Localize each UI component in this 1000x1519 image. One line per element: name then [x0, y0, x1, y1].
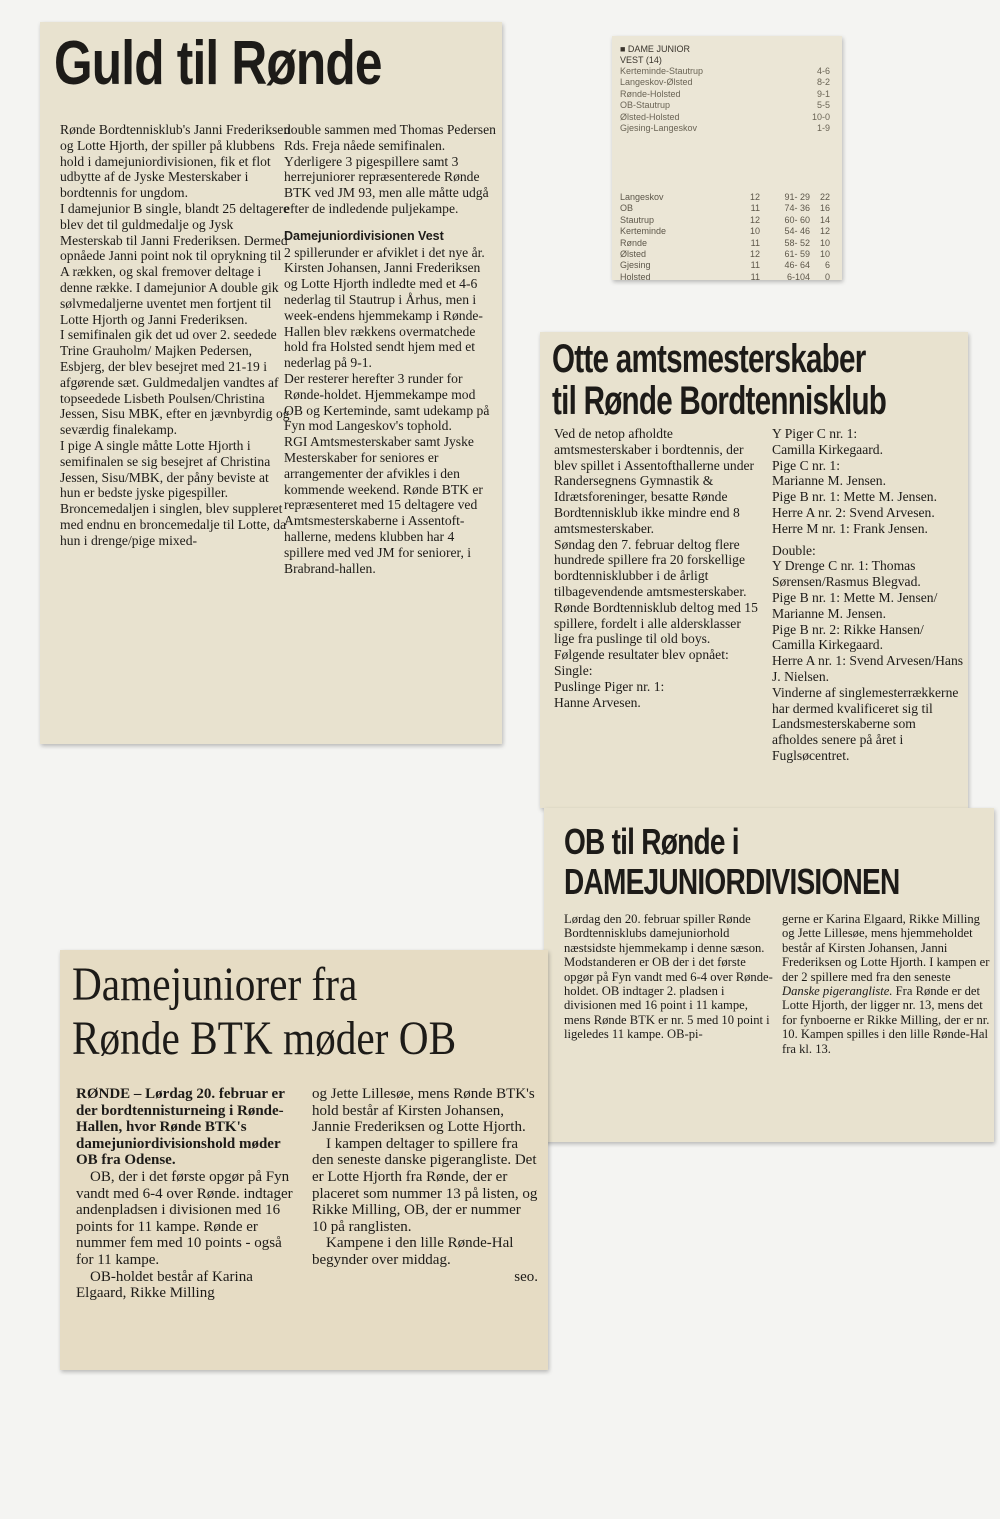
matches-played: 11 [750, 260, 760, 271]
match-teams: OB-Stautrup [620, 100, 671, 111]
paragraph: Følgende resultater blev opnået: [554, 647, 729, 663]
match-score: 9-1 [816, 88, 830, 99]
set-score: 60- 60 [784, 214, 810, 225]
paragraph: Lørdag den 20. februar spiller Rønde Bordtennisklubs damejuniorhold næstsidste hjemmekamp i denne sæson. Modstanderen er OB der i det første opgør på Fyn vandt med 6-4 over Rønde-holdet. OB indtager 2. pladsen i divisionen med 16 point i 11 kampe, mens Rønde BTK er nr. 5 med 10 point i ligeledes 11 kampe. OB-pi- [564, 912, 773, 1042]
paragraph: Yderligere 3 pigespillere samt 3 herrejuniorer repræsenterede Rønde BTK ved JM 93, men alle måtte udgå efter de indledende puljekampe. [284, 153, 489, 216]
subheading: Damejuniordivisionen Vest [284, 228, 444, 243]
paragraph: Søndag den 7. februar deltog flere hundrede spillere fra 20 forskellige bordtennisklubber i de årligt tilbagevendende amtsmesterskaber. [554, 536, 747, 599]
matches-played: 12 [749, 214, 760, 225]
paragraph: Single: [554, 662, 593, 678]
clipping-standings-table [612, 36, 842, 280]
match-row [620, 112, 830, 123]
table-row [620, 203, 834, 214]
headline-line: Rønde BTK møder OB [72, 1012, 457, 1065]
article-column-2 [284, 122, 496, 576]
paragraph: Ved de netop afholdte amtsmesterskaber i bordtennis, der blev spillet i Assentofthallerne under Randersegnens Gymnastik & Idrætsforeninger, besatte Rønde Bordtennisklub ikke mindre end 8 amtsmesterskaber. [554, 426, 755, 536]
paragraph: OB, der i det første opgør på Fyn vandt med 6-4 over Rønde. indtager andenpladsen i divisionen med 16 points for 11 kampe. Rønde er nummer fem med 10 points - også for 11 kampe. [76, 1168, 293, 1268]
text-run: gerne er Karina Elgaard, Rikke Milling og Jette Lillesøe, mens hjemmeholdet består af Kirsten Johansen, Janni Frederiksen og Lotte Hjorth. I kampen er der 2 spillere med fra den seneste [782, 912, 990, 984]
headline-line: til Rønde Bordtennisklub [552, 379, 887, 423]
table-row [620, 215, 834, 226]
set-score: 6-104 [786, 271, 810, 280]
paragraph [782, 912, 990, 1056]
match-teams: Kerteminde-Stautrup [620, 66, 704, 76]
match-row [620, 100, 830, 111]
lead-paragraph: RØNDE – Lørdag 20. februar er der bordtennisturneing i Rønde-Hallen, hvor Rønde BTK's damejuniordivisionshold møder OB fra Odense. [76, 1086, 285, 1169]
match-row [620, 77, 830, 88]
paragraph: Kampene i den lille Rønde-Hal begynder over middag. [312, 1235, 514, 1268]
clipping-otte-amtsmesterskaber [540, 332, 968, 808]
headline: Guld til Rønde [54, 29, 382, 98]
match-results [620, 66, 830, 134]
result-line: Y Drenge C nr. 1: Thomas Sørensen/Rasmus Blegvad. [772, 558, 921, 590]
points: 12 [819, 226, 830, 237]
table-row [620, 226, 834, 237]
team-name: Kerteminde [620, 226, 667, 237]
match-row [620, 123, 830, 134]
match-score: 8-2 [816, 77, 830, 88]
match-row [620, 66, 830, 77]
table-row [620, 192, 834, 203]
match-teams: Langeskov-Ølsted [620, 77, 693, 88]
clipping-ob-til-ronde [544, 808, 994, 1142]
paragraph: I pige A single måtte Lotte Hjorth i semifinalen se sig besejret af Christina Jessen, Sisu/MBK, der påny beviste at hun er bedste jyske pigespiller. Broncemedaljen i singlen, blev suppleret med endnu en broncemedalje til Lotte, da hun i drenge/pige mixed- [60, 437, 287, 548]
paragraph: Puslinge Piger nr. 1: [554, 678, 665, 694]
result-line: Marianne M. Jensen. [772, 473, 887, 489]
text-run: Fra Rønde er det Lotte Hjorth, der ligger nr. 13, mens det for fynboerne er Rikke Milling, der er nr. 10. Kampen spilles i den lille Rønde-Hal fra kl. 13. [782, 984, 990, 1056]
paragraph: I damejunior B single, blandt 25 deltagere blev det til guldmedalje og Jysk Mesterskab til Janni Frederiksen. Dermed opnåede Janni point nok til oprykning til A rækken, og skal fremover deltage i denne række. I damejunior A double gik sølvmedaljerne uventet men fortjent til Lotte Hjorth og Janni Frederiksen. [60, 200, 290, 327]
headline-line: Damejuniorer fra [72, 958, 358, 1011]
article-column-1 [554, 426, 764, 710]
points: 14 [819, 214, 830, 225]
match-row [620, 89, 830, 100]
set-score: 46- 64 [784, 260, 810, 271]
headline-line: DAMEJUNIORDIVISIONEN [564, 861, 900, 902]
headline-line: OB til Rønde i [564, 821, 739, 862]
article-column-1 [76, 1086, 298, 1302]
team-name: Holsted [620, 271, 651, 280]
table-row [620, 272, 834, 280]
result-line: Herre A nr. 1: Svend Arvesen/Hans J. Nielsen. [772, 653, 964, 684]
points: 0 [824, 271, 830, 280]
paragraph: Hanne Arvesen. [554, 694, 641, 710]
set-score: 74- 36 [784, 203, 810, 214]
team-name: Stautrup [620, 214, 655, 225]
paragraph: og Jette Lillesøe, mens Rønde BTK's hold består af Kirsten Johansen, Jannie Frederiksen og Lotte Hjorth. [312, 1086, 535, 1136]
set-score: 54- 46 [784, 226, 810, 237]
result-line: Camilla Kirkegaard. [772, 441, 883, 457]
set-score: 91- 29 [784, 192, 810, 202]
paragraph: Vinderne af singlemesterrækkerne har dermed kvalificeret sig til Landsmesterskaberne som afholdes senere på året i Fuglsøcentret. [772, 684, 959, 763]
result-line: Pige B nr. 2: Rikke Hansen/ Camilla Kirkegaard. [772, 621, 924, 653]
headline [72, 958, 456, 1066]
result-line: Double: [772, 542, 816, 558]
headline [564, 822, 899, 902]
paragraph: Der resterer herefter 3 runder for Rønde-holdet. Hjemmekampe mod OB og Kerteminde, samt udekamp på Fyn mod Langeskov's tophold. [284, 370, 490, 434]
paragraph: double sammen med Thomas Pedersen Rds. Freja nåede semifinalen. [284, 122, 496, 153]
paragraph: I semifinalen gik det ud over 2. seedede Trine Grauholm/ Majken Pedersen, Esbjerg, der blev besejret med 21-19 i afgørende sæt. Guldmedaljen vandtes af topseedede Lisbeth Poulsen/Christina Jessen, Sisu MBK, efter en jævnbyrdig og seværdig finalekamp. [60, 327, 290, 438]
team-name: Ølsted [620, 249, 647, 260]
matches-played: 11 [750, 203, 760, 214]
points: 10 [819, 237, 830, 248]
paragraph: 2 spillerunder er afviklet i det nye år. Kirsten Johansen, Janni Frederiksen og Lotte Hjorth indledte med et 4-6 nederlag til Stautrup i Århus, men i week-endens hjemmekamp i Rønde-Hallen blev rækkens overmatchede hold fra Holsted sendt hjem med et nederlag på 9-1. [284, 244, 485, 371]
match-score: 5-5 [816, 100, 830, 111]
points: 16 [819, 203, 830, 214]
match-teams: Gjesing-Langeskov [620, 123, 698, 134]
headline-line: Otte amtsmesterskaber [552, 337, 866, 381]
result-line: Pige B nr. 1: Mette M. Jensen/ Marianne M. Jensen. [772, 589, 938, 621]
article-column-2 [772, 426, 964, 764]
match-teams: Rønde-Holsted [620, 88, 681, 99]
match-score: 10-0 [811, 111, 830, 122]
table-row [620, 249, 834, 260]
result-line: Y Piger C nr. 1: [772, 426, 858, 441]
match-teams: Ølsted-Holsted [620, 111, 680, 122]
table-title-line: ■ DAME JUNIOR [620, 44, 690, 54]
result-line: Herre A nr. 2: Svend Arvesen. [772, 504, 935, 520]
paragraph: RGI Amtsmesterskaber samt Jyske Mesterskaber for seniores er arrangementer der afvikles i den kommende weekend. Rønde BTK er repræsenteret med 15 deltagere ved Amtsmesterskaberne i Assentoft-hallerne, medens klubben har 4 spillere med ved JM for seniorer, i Brabrand-hallen. [284, 434, 483, 576]
table-row [620, 260, 834, 271]
result-line: Pige B nr. 1: Mette M. Jensen. [772, 489, 938, 505]
matches-played: 10 [749, 226, 760, 237]
team-name: Rønde [620, 237, 648, 248]
result-line: Herre M nr. 1: Frank Jensen. [772, 520, 928, 536]
result-line: Pige C nr. 1: [772, 457, 840, 473]
paragraph: Rønde Bordtennisklub's Janni Frederiksen og Lotte Hjorth, der spiller på klubbens hold i damejuniordivisionen, fik et flot udbytte af de Jyske Mesterskaber i bordtennis for ungdom. [60, 122, 291, 201]
paragraph: I kampen deltager to spillere fra den seneste danske pigerangliste. Det er Lotte Hjorth fra Rønde, der er placeret som nummer 13 på listen, og Rikke Milling, OB, der er nummer 10 på ranglisten. [312, 1135, 538, 1235]
article-column-2 [782, 912, 990, 1056]
trailing-text: seo. [514, 1268, 538, 1285]
matches-played: 12 [749, 249, 760, 260]
points: 10 [819, 249, 830, 260]
paragraph: OB-holdet består af Karina Elgaard, Rikke Milling [76, 1268, 253, 1302]
match-score: 4-6 [816, 66, 830, 76]
points: 6 [824, 260, 830, 271]
matches-played: 11 [750, 271, 760, 280]
article-column-1 [60, 122, 292, 549]
paragraph: Rønde Bordtennisklub deltog med 15 spillere, fordelt i alle aldersklasser lige fra puslinge til old boys. [554, 599, 758, 647]
set-score: 58- 52 [784, 237, 810, 248]
match-score: 1-9 [816, 123, 830, 134]
table-row [620, 238, 834, 249]
matches-played: 11 [750, 237, 760, 248]
team-name: Langeskov [620, 192, 664, 202]
team-name: Gjesing [620, 260, 651, 271]
table-title-line: VEST (14) [620, 55, 662, 65]
article-column-2 [312, 1086, 538, 1285]
table-title [620, 44, 690, 66]
matches-played: 12 [749, 192, 760, 202]
italic-text-run: Danske pigerangliste. [782, 984, 893, 999]
clipping-guld-til-ronde [40, 22, 502, 744]
points: 22 [819, 192, 830, 202]
standings-table [620, 192, 834, 280]
set-score: 61- 59 [784, 249, 810, 260]
team-name: OB [620, 203, 634, 214]
clipping-damejuniorer-moder-ob [60, 950, 548, 1370]
article-column-1 [564, 912, 776, 1042]
headline [552, 338, 886, 422]
